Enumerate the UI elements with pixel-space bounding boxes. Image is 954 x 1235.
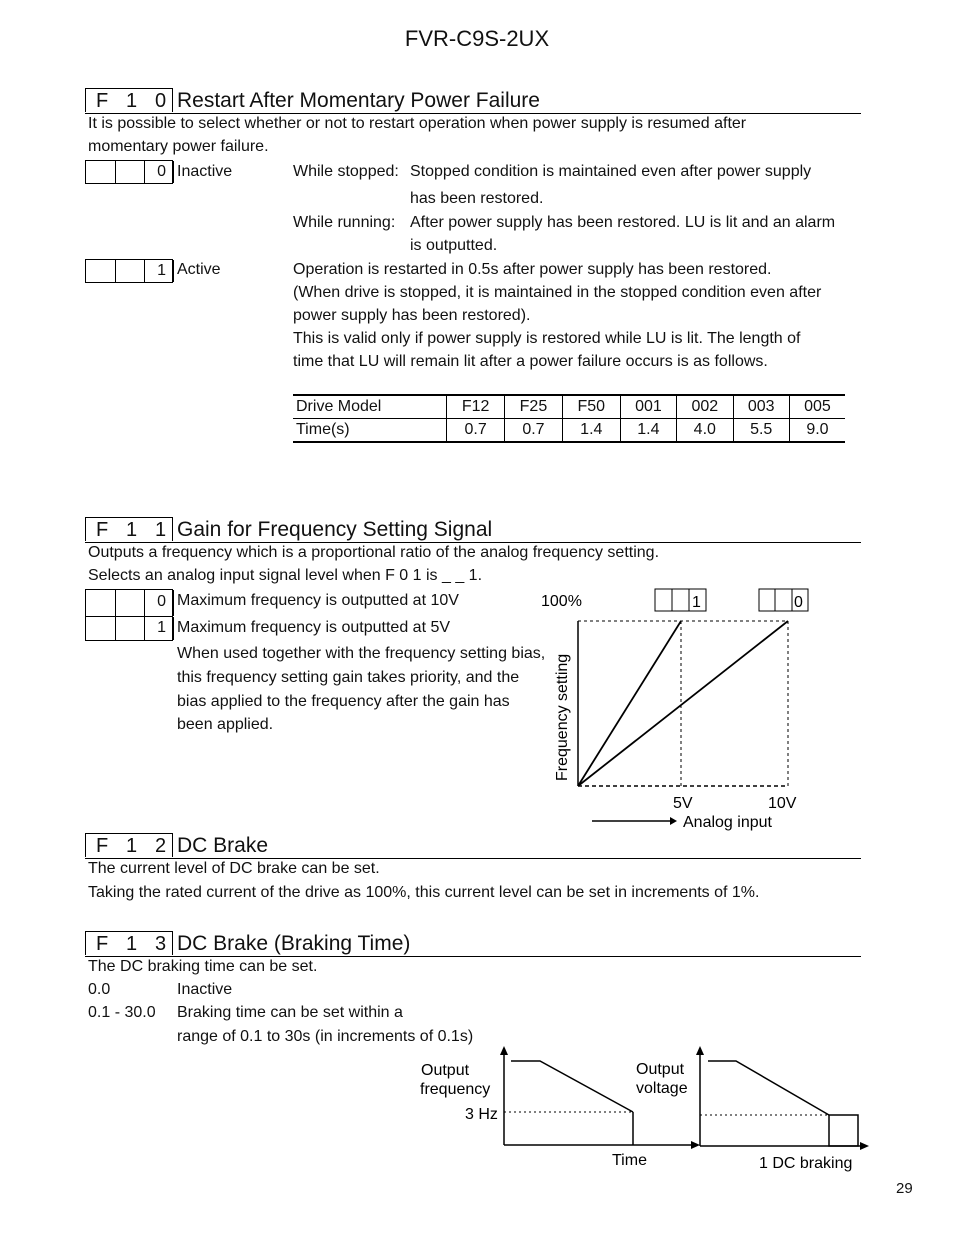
option-value: 1 bbox=[157, 262, 166, 279]
note-text: When used together with the frequency setting bias, bbox=[177, 645, 546, 662]
parameter-code-box bbox=[85, 833, 173, 857]
option-value-box bbox=[85, 259, 173, 283]
range-value: 0.0 bbox=[88, 981, 111, 998]
active-text: Operation is restarted in 0.5s after power supply has been restored. bbox=[293, 261, 772, 278]
section-description: Taking the rated current of the drive as 100%, this current level can be set in increments of 1%. bbox=[88, 884, 760, 901]
code-char: 0 bbox=[155, 90, 167, 112]
code-char: 1 bbox=[126, 933, 138, 955]
curve-10v bbox=[578, 621, 788, 786]
dc-braking-block bbox=[829, 1115, 858, 1146]
code-char: 1 bbox=[155, 519, 167, 541]
parameter-code-box bbox=[85, 931, 173, 955]
table-cell: F50 bbox=[562, 395, 620, 419]
while-stopped-label: While stopped: bbox=[293, 163, 399, 180]
arrow-head-icon bbox=[860, 1142, 869, 1150]
code-char: F bbox=[96, 519, 109, 541]
y-axis-label: Frequency setting bbox=[554, 653, 571, 781]
section-title: Restart After Momentary Power Failure bbox=[177, 89, 540, 112]
while-stopped-text: has been restored. bbox=[410, 190, 544, 207]
section-title: DC Brake bbox=[177, 834, 269, 857]
left-curve bbox=[511, 1061, 633, 1112]
lu-time-table bbox=[293, 394, 845, 443]
left-ylabel: frequency bbox=[420, 1081, 491, 1098]
active-text: This is valid only if power supply is restored while LU is lit. The length of bbox=[293, 330, 801, 347]
code-char: F bbox=[96, 835, 109, 857]
option-label: Active bbox=[177, 261, 221, 278]
section-header-f11 bbox=[85, 517, 861, 543]
section-description: The current level of DC brake can be set. bbox=[88, 860, 380, 877]
curve-5v bbox=[578, 621, 681, 786]
arrow-head-icon bbox=[691, 1141, 700, 1149]
table-cell: 0.7 bbox=[447, 419, 505, 443]
section-header-f12 bbox=[85, 833, 861, 859]
range-text: Braking time can be set within a bbox=[177, 1004, 403, 1021]
arrow-head-icon bbox=[670, 817, 677, 825]
table-cell: 0.7 bbox=[505, 419, 563, 443]
section-description: The DC braking time can be set. bbox=[88, 958, 318, 975]
left-xlabel: Time bbox=[612, 1152, 647, 1169]
right-ylabel: Output bbox=[636, 1061, 685, 1078]
table-row bbox=[293, 419, 845, 443]
table-cell: Drive Model bbox=[293, 395, 447, 419]
note-text: this frequency setting gain takes priority, and the bbox=[177, 669, 520, 686]
left-tick-3hz: 3 Hz bbox=[465, 1106, 498, 1123]
range-text: range of 0.1 to 30s (in increments of 0.1s) bbox=[177, 1028, 474, 1045]
section-description: Outputs a frequency which is a proportional ratio of the analog frequency setting. bbox=[88, 544, 660, 561]
parameter-code-box bbox=[85, 517, 173, 541]
section-header-f13 bbox=[85, 931, 861, 957]
table-cell: 002 bbox=[677, 395, 733, 419]
right-ylabel: voltage bbox=[636, 1080, 688, 1097]
section-description: momentary power failure. bbox=[88, 138, 269, 155]
active-text: power supply has been restored). bbox=[293, 307, 531, 324]
table-cell: 1.4 bbox=[620, 419, 676, 443]
table-cell: 001 bbox=[620, 395, 676, 419]
table-cell: 9.0 bbox=[789, 419, 845, 443]
arrow-head-icon bbox=[696, 1046, 704, 1055]
table-cell: 4.0 bbox=[677, 419, 733, 443]
while-running-text: is outputted. bbox=[410, 237, 498, 254]
gain-graph bbox=[530, 585, 820, 835]
table-cell: 1.4 bbox=[562, 419, 620, 443]
section-description: It is possible to select whether or not to restart operation when power supply is resumed after bbox=[88, 115, 747, 132]
table-row bbox=[293, 395, 845, 419]
option-label: Inactive bbox=[177, 163, 233, 180]
code-char: 3 bbox=[155, 933, 167, 955]
x-tick-10v: 10V bbox=[768, 795, 797, 812]
option-value-box bbox=[85, 160, 173, 184]
table-cell: F12 bbox=[447, 395, 505, 419]
document-title: FVR-C9S-2UX bbox=[404, 26, 550, 51]
option-label: Maximum frequency is outputted at 10V bbox=[177, 592, 459, 609]
table-cell: 5.5 bbox=[733, 419, 789, 443]
setting-box-b-value: 0 bbox=[794, 594, 803, 611]
code-char: F bbox=[96, 933, 109, 955]
option-value-box bbox=[85, 589, 173, 616]
parameter-code-box bbox=[85, 88, 173, 112]
right-xlabel: 1 DC braking bbox=[759, 1155, 853, 1172]
while-running-label: While running: bbox=[293, 214, 396, 231]
table-cell: F25 bbox=[505, 395, 563, 419]
code-char: 1 bbox=[126, 835, 138, 857]
note-text: been applied. bbox=[177, 716, 274, 733]
section-title: Gain for Frequency Setting Signal bbox=[177, 518, 493, 541]
section-description: Selects an analog input signal level when F 0 1 is _ _ 1. bbox=[88, 567, 483, 584]
code-char: 1 bbox=[126, 90, 138, 112]
code-char: 2 bbox=[155, 835, 167, 857]
note-text: bias applied to the frequency after the gain has bbox=[177, 693, 510, 710]
dc-brake-graphs bbox=[415, 1043, 870, 1178]
table-cell: 005 bbox=[789, 395, 845, 419]
x-tick-5v: 5V bbox=[673, 795, 693, 812]
y-top-label: 100% bbox=[541, 593, 582, 610]
active-text: (When drive is stopped, it is maintained in the stopped condition even after bbox=[293, 284, 822, 301]
active-text: time that LU will remain lit after a power failure occurs is as follows. bbox=[293, 353, 768, 370]
option-value: 0 bbox=[157, 163, 166, 180]
section-title: DC Brake (Braking Time) bbox=[177, 932, 411, 955]
option-value-box bbox=[85, 616, 173, 641]
x-axis-label: Analog input bbox=[683, 814, 772, 831]
option-value: 1 bbox=[157, 619, 166, 636]
range-text: Inactive bbox=[177, 981, 233, 998]
setting-box-a-value: 1 bbox=[692, 594, 701, 611]
section-header-f10 bbox=[85, 88, 861, 114]
right-curve bbox=[708, 1061, 829, 1115]
page-number: 29 bbox=[896, 1180, 913, 1197]
table-cell: Time(s) bbox=[293, 419, 447, 443]
range-value: 0.1 - 30.0 bbox=[88, 1004, 156, 1021]
table-cell: 003 bbox=[733, 395, 789, 419]
option-value: 0 bbox=[157, 593, 166, 610]
code-char: F bbox=[96, 90, 109, 112]
code-char: 1 bbox=[126, 519, 138, 541]
arrow-head-icon bbox=[500, 1046, 508, 1055]
while-running-text: After power supply has been restored. LU is lit and an alarm bbox=[410, 214, 836, 231]
option-label: Maximum frequency is outputted at 5V bbox=[177, 619, 451, 636]
left-ylabel: Output bbox=[421, 1062, 470, 1079]
while-stopped-text: Stopped condition is maintained even after power supply bbox=[410, 163, 812, 180]
